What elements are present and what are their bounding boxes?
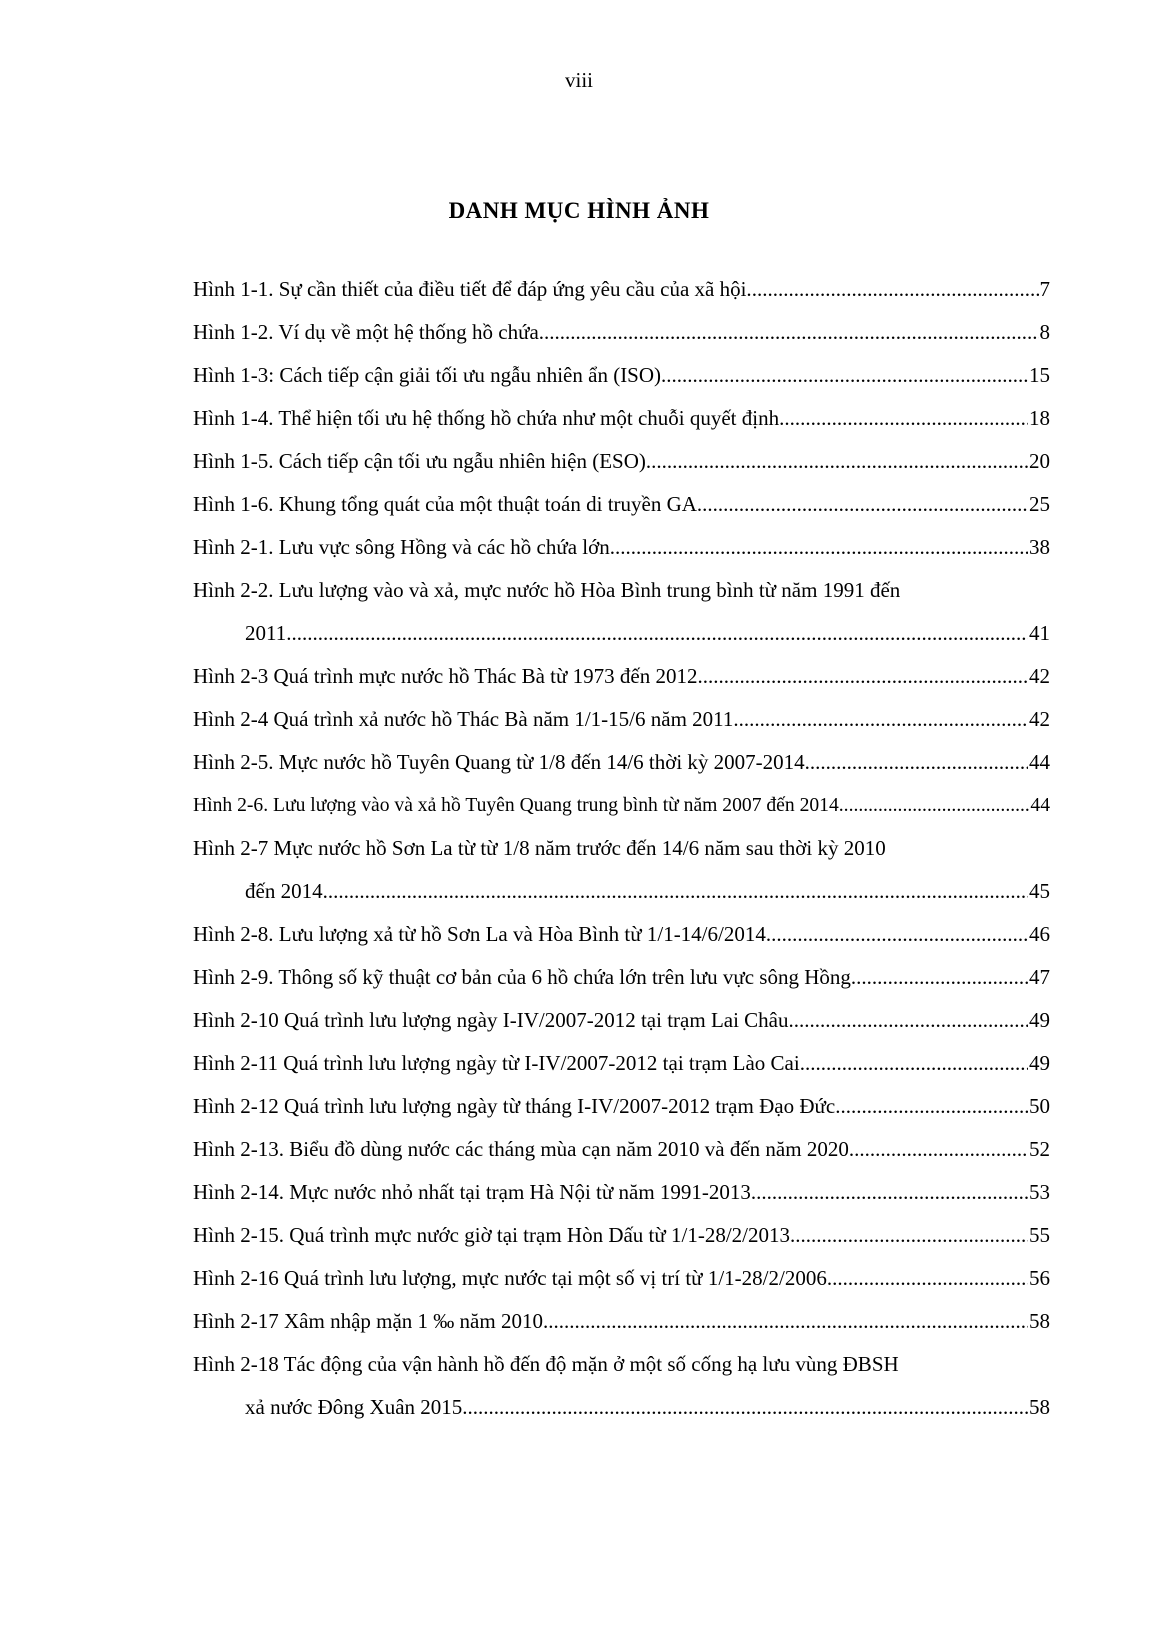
entry-title-line-2: xả nước Đông Xuân 2015 (245, 1395, 463, 1419)
page-number: viii (564, 68, 593, 92)
entry-page: 45 (1029, 879, 1050, 903)
dot-leader (646, 440, 1028, 483)
dot-leader (805, 741, 1028, 784)
toc-entry-2-3[interactable] (193, 655, 1050, 698)
entry-title: Hình 2-1. Lưu vực sông Hồng và các hồ chứa lớn (193, 535, 610, 559)
dot-leader (766, 913, 1028, 956)
toc-entry-2-4[interactable] (193, 698, 1050, 741)
entry-page: 58 (1029, 1395, 1050, 1419)
dot-leader (789, 999, 1028, 1042)
entry-title: Hình 1-1. Sự cần thiết của điều tiết để đáp ứng yêu cầu của xã hội. (193, 277, 752, 301)
toc-entry-2-12[interactable] (193, 1085, 1050, 1128)
entry-title-line-1: Hình 2-18 Tác động của vận hành hồ đến độ mặn ở một số cống hạ lưu vùng ĐBSH (193, 1352, 899, 1376)
entry-page: 56 (1029, 1266, 1050, 1290)
entry-title: Hình 2-6. Lưu lượng vào và xả hồ Tuyên Quang trung bình từ năm 2007 đến 2014 (193, 795, 839, 816)
dot-leader (539, 311, 1039, 354)
toc-entry-1-6[interactable] (193, 483, 1050, 526)
dot-leader (610, 526, 1028, 569)
entry-page: 49 (1029, 1008, 1050, 1032)
dot-leader (779, 397, 1028, 440)
entry-page: 46 (1029, 922, 1050, 946)
entry-page: 8 (1039, 320, 1050, 344)
figure-list (193, 268, 1050, 1429)
dot-leader (543, 1300, 1028, 1343)
entry-title: Hình 1-2. Ví dụ về một hệ thống hồ chứa (193, 320, 539, 344)
toc-entry-1-2[interactable] (193, 311, 1050, 354)
entry-page: 18 (1029, 406, 1050, 430)
entry-title: Hình 2-4 Quá trình xả nước hồ Thác Bà năm 1/1-15/6 năm 2011 (193, 707, 734, 731)
dot-leader (323, 870, 1028, 913)
dot-leader (697, 483, 1028, 526)
toc-entry-1-3[interactable] (193, 354, 1050, 397)
dot-leader (697, 655, 1028, 698)
entry-title: Hình 2-11 Quá trình lưu lượng ngày từ I-IV/2007-2012 tại trạm Lào Cai (193, 1051, 800, 1075)
entry-title: Hình 2-14. Mực nước nhỏ nhất tại trạm Hà Nội từ năm 1991-2013 (193, 1180, 751, 1204)
entry-page: 44 (1029, 750, 1050, 774)
entry-page: 7 (1039, 277, 1050, 301)
entry-title: Hình 1-4. Thể hiện tối ưu hệ thống hồ chứa như một chuỗi quyết định (193, 406, 780, 430)
entry-title-line-1: Hình 2-2. Lưu lượng vào và xả, mực nước hồ Hòa Bình trung bình từ năm 1991 đến (193, 578, 901, 602)
toc-entry-2-8[interactable] (193, 913, 1050, 956)
entry-page: 15 (1029, 363, 1050, 387)
entry-title: Hình 2-12 Quá trình lưu lượng ngày từ tháng I-IV/2007-2012 trạm Đạo Đức (193, 1094, 836, 1118)
dot-leader (790, 1214, 1028, 1257)
entry-page: 20 (1029, 449, 1050, 473)
entry-page: 38 (1029, 535, 1050, 559)
toc-entry-2-7[interactable] (193, 827, 1050, 913)
dot-leader (851, 956, 1028, 999)
entry-page: 44 (1030, 795, 1050, 816)
entry-title: Hình 1-3: Cách tiếp cận giải tối ưu ngẫu nhiên ẩn (ISO) (193, 363, 662, 387)
entry-title-line-2: đến 2014 (245, 879, 323, 903)
entry-title: Hình 2-3 Quá trình mực nước hồ Thác Bà từ 1973 đến 2012 (193, 664, 698, 688)
dot-leader (752, 268, 1039, 311)
entry-page: 41 (1029, 621, 1050, 645)
toc-entry-1-4[interactable] (193, 397, 1050, 440)
dot-leader (849, 1128, 1028, 1171)
toc-entry-2-16[interactable] (193, 1257, 1050, 1300)
entry-title: Hình 2-16 Quá trình lưu lượng, mực nước tại một số vị trí từ 1/1-28/2/2006 (193, 1266, 827, 1290)
entry-title: Hình 2-8. Lưu lượng xả từ hồ Sơn La và Hòa Bình từ 1/1-14/6/2014 (193, 922, 766, 946)
entry-page: 53 (1029, 1180, 1050, 1204)
toc-entry-2-9[interactable] (193, 956, 1050, 999)
toc-entry-2-5[interactable] (193, 741, 1050, 784)
dot-leader (827, 1257, 1028, 1300)
toc-entry-2-14[interactable] (193, 1171, 1050, 1214)
page-title: DANH MỤC HÌNH ẢNH (448, 198, 710, 223)
entry-page: 52 (1029, 1137, 1050, 1161)
toc-entry-2-13[interactable] (193, 1128, 1050, 1171)
entry-page: 58 (1029, 1309, 1050, 1333)
entry-page: 55 (1029, 1223, 1050, 1247)
entry-title: Hình 2-13. Biểu đồ dùng nước các tháng mùa cạn năm 2010 và đến năm 2020 (193, 1137, 849, 1161)
dot-leader (839, 784, 1030, 827)
toc-entry-2-2[interactable] (193, 569, 1050, 655)
entry-title: Hình 1-6. Khung tổng quát của một thuật toán di truyền GA (193, 492, 697, 516)
dot-leader (462, 1386, 1028, 1429)
toc-entry-1-1[interactable] (193, 268, 1050, 311)
toc-entry-2-1[interactable] (193, 526, 1050, 569)
dot-leader (835, 1085, 1028, 1128)
entry-title: Hình 2-9. Thông số kỹ thuật cơ bản của 6 hồ chứa lớn trên lưu vực sông Hồng (193, 965, 851, 989)
entry-title: Hình 2-10 Quá trình lưu lượng ngày I-IV/2007-2012 tại trạm Lai Châu (193, 1008, 789, 1032)
dot-leader (751, 1171, 1028, 1214)
toc-entry-2-18[interactable] (193, 1343, 1050, 1429)
entry-page: 42 (1029, 707, 1050, 731)
entry-page: 47 (1029, 965, 1050, 989)
entry-title-line-1: Hình 2-7 Mực nước hồ Sơn La từ từ 1/8 năm trước đến 14/6 năm sau thời kỳ 2010 (193, 836, 886, 860)
entry-title: Hình 2-5. Mực nước hồ Tuyên Quang từ 1/8 đến 14/6 thời kỳ 2007-2014 (193, 750, 805, 774)
entry-title-line-2: 2011 (245, 621, 287, 645)
dot-leader (286, 612, 1028, 655)
entry-title: Hình 2-15. Quá trình mực nước giờ tại trạm Hòn Dấu từ 1/1-28/2/2013 (193, 1223, 791, 1247)
toc-entry-2-10[interactable] (193, 999, 1050, 1042)
toc-entry-2-11[interactable] (193, 1042, 1050, 1085)
toc-entry-2-17[interactable] (193, 1300, 1050, 1343)
toc-entry-2-15[interactable] (193, 1214, 1050, 1257)
dot-leader (733, 698, 1028, 741)
entry-page: 50 (1029, 1094, 1050, 1118)
entry-page: 42 (1029, 664, 1050, 688)
entry-page: 49 (1029, 1051, 1050, 1075)
entry-page: 25 (1029, 492, 1050, 516)
dot-leader (800, 1042, 1028, 1085)
dot-leader (661, 354, 1028, 397)
toc-entry-2-6[interactable] (193, 784, 1050, 827)
entry-title: Hình 1-5. Cách tiếp cận tối ưu ngẫu nhiên hiện (ESO) (193, 449, 646, 473)
entry-title: Hình 2-17 Xâm nhập mặn 1 ‰ năm 2010 (193, 1309, 543, 1333)
toc-entry-1-5[interactable] (193, 440, 1050, 483)
